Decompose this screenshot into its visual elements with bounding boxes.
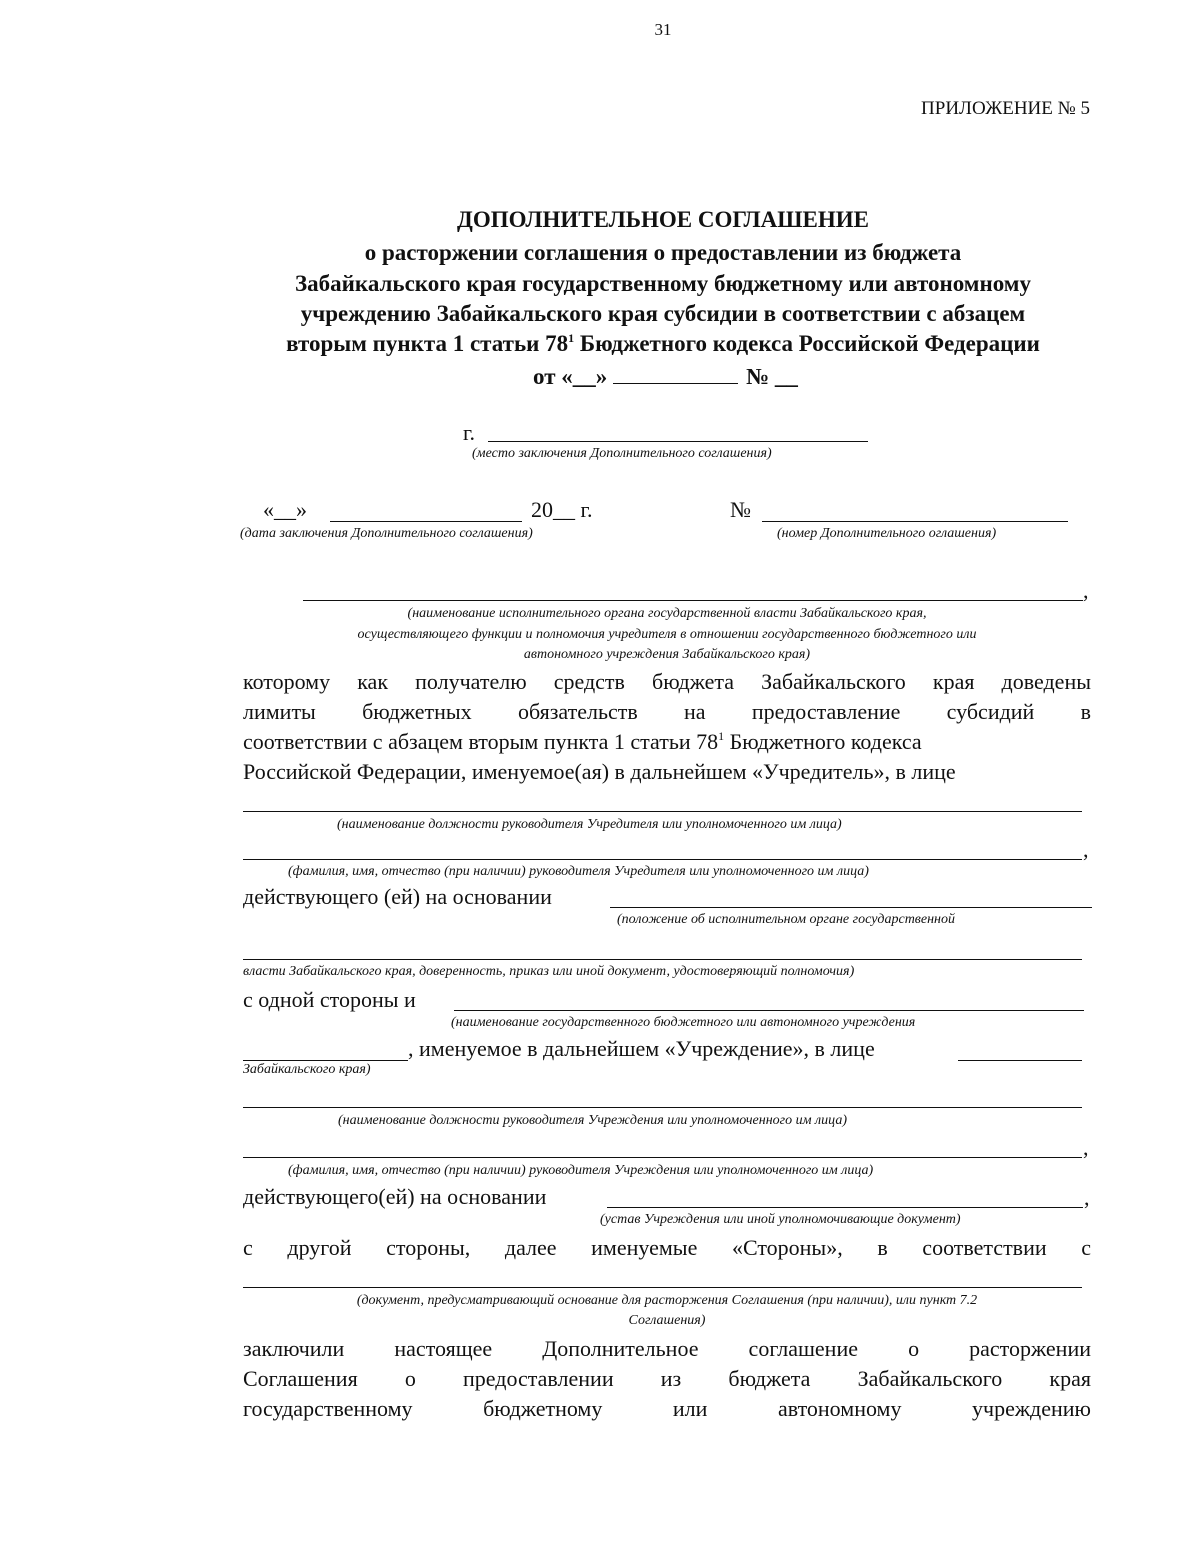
document-title: ДОПОЛНИТЕЛЬНОЕ СОГЛАШЕНИЕ xyxy=(457,207,869,232)
document-subtitle-line-2: Забайкальского края государственному бюджетному или автономному xyxy=(295,271,1031,296)
institution-name-field-2[interactable] xyxy=(243,1060,408,1061)
comma: , xyxy=(1083,837,1089,862)
institution-head-name-caption: (фамилия, имя, отчество (при наличии) руководителя Учреждения или уполномоченного им лица) xyxy=(288,1163,874,1178)
institution-head-name-field[interactable] xyxy=(243,1157,1082,1158)
date-year: 20__ г. xyxy=(531,497,593,522)
comma: , xyxy=(1083,578,1089,603)
founder-caption-line-1: (наименование исполнительного органа государственной власти Забайкальского края, xyxy=(407,606,927,621)
title-date-blank[interactable] xyxy=(613,383,738,384)
acting-founder-text: действующего (ей) на основании xyxy=(243,884,552,909)
founder-basis-caption-2: власти Забайкальского края, доверенность, приказ или иной документ, удостоверяющий полномочия) xyxy=(243,964,855,979)
acting-institution-text: действующего(ей) на основании xyxy=(243,1184,547,1209)
agreement-number-field[interactable] xyxy=(762,521,1068,522)
termination-basis-field[interactable] xyxy=(243,1287,1082,1288)
document-subtitle-number: № __ xyxy=(746,364,798,389)
founder-head-name-field[interactable] xyxy=(243,859,1082,860)
comma: , xyxy=(1083,1135,1089,1160)
page-number: 31 xyxy=(654,20,672,39)
termination-basis-caption-2: Соглашения) xyxy=(628,1313,706,1328)
paragraph-line: заключили настоящее Дополнительное соглашение о расторжении xyxy=(243,1336,1091,1361)
place-caption: (место заключения Дополнительного соглашения) xyxy=(472,446,772,461)
founder-position-caption: (наименование должности руководителя Учредителя или уполномоченного им лица) xyxy=(337,817,842,832)
document-subtitle-line-1: о расторжении соглашения о предоставлении из бюджета xyxy=(364,240,962,265)
founder-caption-line-3: автономного учреждения Забайкальского края) xyxy=(523,647,811,662)
founder-position-field[interactable] xyxy=(243,811,1082,812)
termination-basis-caption-1: (документ, предусматривающий основание для расторжения Соглашения (при наличии), или пункт 7.2 xyxy=(356,1293,978,1308)
institution-position-field[interactable] xyxy=(243,1107,1082,1108)
institution-named-text: , именуемое в дальнейшем «Учреждение», в лице xyxy=(408,1036,875,1061)
paragraph-line: соответствии с абзацем вторым пункта 1 статьи $78^1$ Бюджетного кодекса xyxy=(243,729,922,754)
institution-basis-field[interactable] xyxy=(607,1207,1083,1208)
institution-position-caption: (наименование должности руководителя Учреждения или уполномоченного им лица) xyxy=(338,1113,847,1128)
founder-basis-caption-1: (положение об исполнительном органе государственной xyxy=(617,912,955,927)
date-month-field[interactable] xyxy=(330,521,522,522)
founder-basis-field-2[interactable] xyxy=(243,959,1082,960)
number-caption: (номер Дополнительного оглашения) xyxy=(777,526,997,541)
other-side-text: с другой стороны, далее именуемые «Стороны», в соответствии с xyxy=(243,1235,1091,1260)
founder-name-field[interactable] xyxy=(303,600,1083,601)
document-subtitle-line-4: вторым пункта 1 статьи $78^1$ Бюджетного кодекса Российской Федерации xyxy=(286,331,1040,356)
document-subtitle-date: от «__» xyxy=(533,364,608,389)
institution-name-caption-1: (наименование государственного бюджетного или автономного учреждения xyxy=(451,1015,916,1030)
institution-name-field[interactable] xyxy=(454,1010,1084,1011)
date-caption: (дата заключения Дополнительного соглашения) xyxy=(240,526,533,541)
one-side-text: с одной стороны и xyxy=(243,987,416,1012)
institution-name-caption-2: Забайкальского края) xyxy=(243,1062,371,1077)
paragraph-line: Российской Федерации, именуемое(ая) в дальнейшем «Учредитель», в лице xyxy=(243,759,956,784)
comma: , xyxy=(1084,1185,1090,1210)
institution-basis-caption: (устав Учреждения или иной уполномочивающие документ) xyxy=(600,1212,961,1227)
founder-head-name-caption: (фамилия, имя, отчество (при наличии) руководителя Учредителя или уполномоченного им лица) xyxy=(288,864,869,879)
paragraph-line: лимиты бюджетных обязательств на предоставление субсидий в xyxy=(243,699,1091,724)
paragraph-line: государственному бюджетному или автономному учреждению xyxy=(243,1396,1091,1421)
place-prefix: г. xyxy=(463,420,476,445)
founder-basis-field[interactable] xyxy=(610,907,1092,908)
institution-head-field-start[interactable] xyxy=(958,1060,1082,1061)
appendix-label: ПРИЛОЖЕНИЕ № 5 xyxy=(921,98,1090,119)
place-field[interactable] xyxy=(488,441,868,442)
document-subtitle-line-3: учреждению Забайкальского края субсидии в соответствии с абзацем xyxy=(300,301,1026,326)
date-quotes: «__» xyxy=(263,497,307,522)
paragraph-line: которому как получателю средств бюджета Забайкальского края доведены xyxy=(243,669,1091,694)
number-sign: № xyxy=(730,497,751,522)
paragraph-line: Соглашения о предоставлении из бюджета Забайкальского края xyxy=(243,1366,1091,1391)
founder-caption-line-2: осуществляющего функции и полномочия учредителя в отношении государственного бюджетного или xyxy=(357,627,977,642)
